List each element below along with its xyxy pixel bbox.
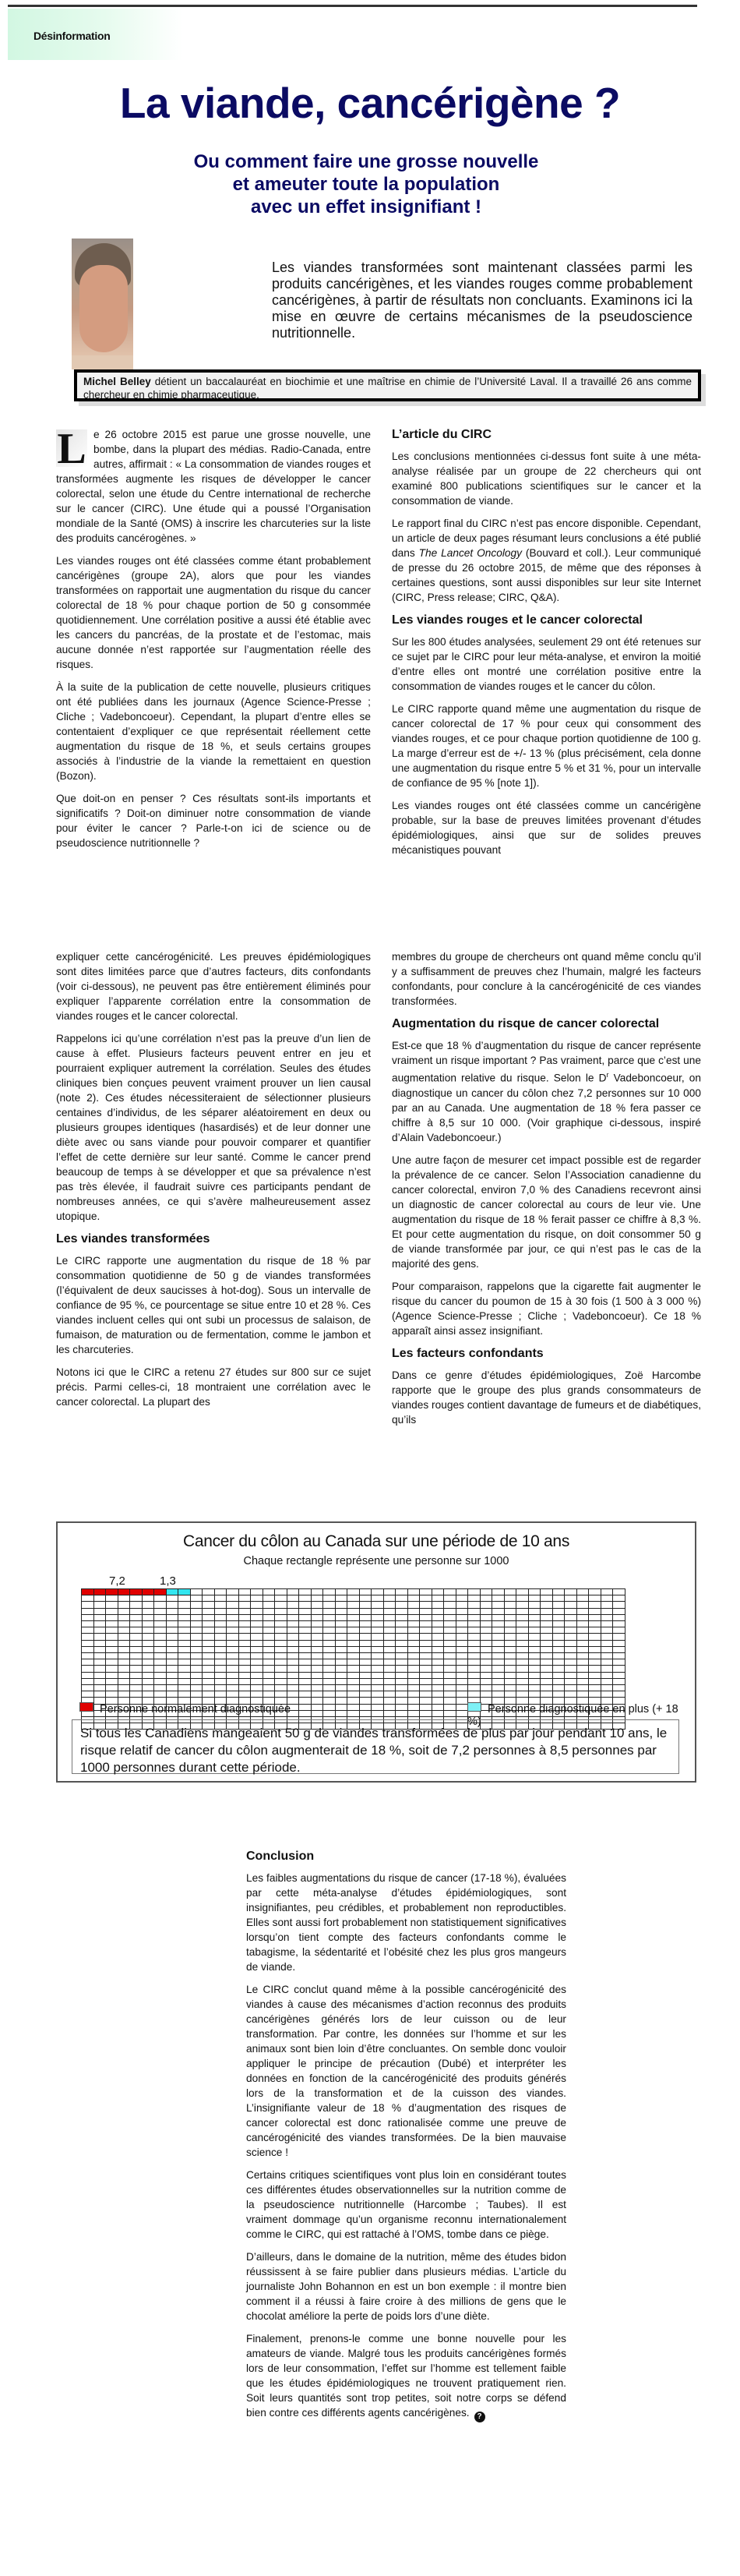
paragraph: Notons ici que le CIRC a retenu 27 études sur 800 sur ce sujet précis. Parmi celles-ci, 18 montraient une corrélation avec le cancer colorectal. La plupart des [56,1366,371,1408]
legend-swatch-red [79,1702,93,1712]
paragraph: Certains critiques scientifiques vont plus loin en considérant toutes ces différentes études observationnelles sur la nutrition comme de la pseudoscience nutritionnelle (Harcombe ; Taubes). Il est vraiment dommage qu’un organisme reconnu internationalement comme le CIRC, qui est rattaché à l’OMS, tombe dans ce piège. [246,2169,566,2240]
data-label-extra: 1,3 [160,1574,176,1588]
paragraph: Rappelons ici qu’une corrélation n’est pas la preuve d’un lien de cause à effet. Plusieurs facteurs peuvent entrer en jeu et pourraient expliquer autrement la corrélation. Seules des études cliniques bien conçues peuvent vraiment prouver un lien causal (note 2). Ces études nécessiteraient de sélectionner plusieurs centaines d’individus, de les séparer aléatoirement en deux ou plusieurs groupes identiques (hasardisés) et de leur donner une diète avec ou sans viande pour pouvoir comparer et quantifier l’effet de cette dernière sur leur santé. Comme le cancer prend beaucoup de temps à se développer et que sa prévalence n’est pas très élevée, il faudrait suivre ces participants pendant de nombreuses années, ce qui s’avère malheureusement assez utopique. [56,1033,371,1222]
intro-column [56,427,371,858]
intro-paragraph: À la suite de la publication de cette nouvelle, plusieurs critiques ont été publiées dans les journaux (Agence Science-Presse ; Cliche ; Vadeboncoeur). Cependant, la plupart d’entre elles se contentaient d’expliquer ce que représentait réellement cette augmentation du risque de 18 %, et seuls certains groupes associés à l’industrie de la viande la remettaient en question (Bozon). [56,681,371,782]
paragraph: D’ailleurs, dans le domaine de la nutrition, même des études bidon réussissent à se faire publier dans plusieurs médias. L’article du journaliste John Bohannon en est un bon exemple : il montre bien comment il a réussi à faire croire à des millions de gens que le chocolat améliore la perte de poids lors d’une diète. [246,2251,566,2322]
paragraph: Sur les 800 études analysées, seulement 29 ont été retenues sur ce sujet par le CIRC pour leur méta-analyse, et environ la moitié d’entre elles ont montré une corrélation positive entre la consommation de viandes rouges et le cancer du côlon. [392,636,701,692]
paragraph: expliquer cette cancérogénicité. Les preuves épidémiologiques sont dites limitées parce que d’autres facteurs, dits confondants (voir ci-dessous), ne peuvent pas être entièrement éliminés pour expliquer l’apparente corrélation entre la consommation de viandes rouges et le cancer colorectal. [56,951,371,1022]
paragraph: Les viandes rouges ont été classées comme un cancérigène probable, sur la base de preuves limitées provenant d’études épidémiologiques, ainsi que sur de solides preuves mécanistiques pouvant [392,800,701,856]
legend-item-normal [79,1702,291,1716]
processed-meat-column [56,949,371,1417]
conclusion-column [246,1849,566,2430]
photo-shirt-shape [72,355,133,369]
section-heading: Conclusion [246,1850,315,1863]
author-photo [72,239,133,369]
text: Vadeboncoeur, on diagnostique un cancer du côlon chez 7,2 personnes sur 10 000 par an au Canada. Une augmentation de 18 % fera passer ce chiffre à 8,5 sur 10 000. (Voir graphique ci-dessous, inspiré d’Alain Vadeboncoeur.) [392,1072,701,1143]
data-label-normal: 7,2 [109,1574,125,1588]
author-bio: détient un baccalauréat en biochimie et une maîtrise en chimie de l’Université Laval. Il a travaillé 26 ans comme chercheur en chimie pharmaceutique. [83,376,692,401]
chart-title: Cancer du côlon au Canada sur une période de 10 ans [182,1532,570,1550]
photo-face-shape [79,265,128,352]
subtitle-line: et ameuter toute la population [232,174,500,195]
section-heading: L’article du CIRC [392,428,492,441]
paragraph: Le CIRC rapporte quand même une augmentation du risque de cancer colorectal de 17 % pour ceux qui consomment des viandes rouges, et ce pour chaque portion quotidienne de 100 g. La marge d’erreur est de +/- 13 % (plus précisément, cela donne une augmentation du risque entre 5 % et 31 %, pour un intervalle de confiance de 95 % [note 1]). [392,703,701,789]
colon-cancer-chart [56,1521,696,1783]
superscript: r [606,1071,609,1079]
paragraph: Dans ce genre d’études épidémiologiques, Zoë Harcombe rapporte que le groupe des plus grands consommateurs de viandes rouges contient davantage de fumeurs et de diabétiques, qu’ils [392,1369,701,1426]
section-heading: Augmentation du risque de cancer colorectal [392,1017,660,1030]
end-of-article-icon: ? [474,2412,485,2422]
chart-note: Si tous les Canadiens mangeaient 50 g de viandes transformées de plus par jour pendant 10 ans, le risque relatif de cancer du côlon augmenterait de 18 %, soit de 7,2 personnes à 8,5 personnes par 1000 personnes durant cette période. [72,1719,679,1774]
paragraph: Les conclusions mentionnées ci-dessus font suite à une méta-analyse réalisée par un groupe de 22 chercheurs qui ont examiné 800 publications scientifiques sur le cancer et la consommation de viande. [392,451,701,507]
section-heading: Les facteurs confondants [392,1346,544,1360]
text: Finalement, prenons-le comme une bonne nouvelle pour les amateurs de viande. Malgré tous les produits cancérigènes formés lors de leur consommation, l’effet sur l’homme est tellement faible que les études épidémiologiques ne trouvent pratiquement rien. Soit leurs quantités sont trop petites, soit notre corps se défend bien contre ces différents agents cancérigènes. [246,2333,566,2419]
subtitle-line: avec un effet insignifiant ! [250,196,482,217]
paragraph [392,516,701,605]
section-tag-label: Désinformation [33,30,111,42]
text: Le rapport final du CIRC n’est pas encore disponible. Cependant, un article de deux pages résumant leurs conclusions a été publié dans [392,518,701,559]
author-bio-box [74,369,701,401]
text: (Bouvard et coll.). Leur communiqué de presse du 26 octobre 2015, de même que des réponses à certaines questions, sont aussi disponibles sur leur site Internet (CIRC, Press release; CIRC, Q&A). [392,547,701,603]
intro-text: e 26 octobre 2015 est parue une grosse nouvelle, une bombe, dans la plupart des médias. Radio-Canada, entre autres, affirmait : « La consommation de viandes rouges et transformées augmente les risques de développer le cancer colorectal, selon une étude du Centre international de recherche sur le cancer (CIRC). Une étude qui a poussé l’Organisation mondiale de la Santé (OMS) à inscrire les charcuteries sur la liste des produits cancérogènes. » [56,429,371,544]
text: Est-ce que 18 % d’augmentation du risque de cancer représente vraiment un risque important ? Pas vraiment, parce que c’est une augmentation relative du risque. Selon le D [392,1040,701,1084]
author-name: Michel Belley [83,376,151,387]
subtitle [117,150,615,218]
paragraph: Le CIRC rapporte une augmentation du risque de 18 % par consommation quotidienne de 50 g de viandes transformées (l’équivalent de deux saucisses à hot-dog). Sous un intervalle de confiance de 95 %, ce pourcentage se situe entre 10 et 28 %. Ces viandes incluent celles qui ont subi un processus de salaison, de fumaison, de maturation ou de fermentation, comme le jambon et les charcuteries. [56,1255,371,1355]
intro-paragraph: Les viandes rouges ont été classées comme étant probablement cancérigènes (groupe 2A), alors que pour les viandes transformées on rapportait une augmentation du risque du cancer colorectal de 18 % pour chaque portion de 50 g consommée quotidiennement. Une corrélation positive a aussi été établie avec les cancers du pancréas, de la prostate et de l’estomac, mais aucune donnée n’est rapportée sur l’augmentation réelle des risques. [56,555,371,670]
intro-paragraph [56,427,371,546]
paragraph: Le CIRC conclut quand même à la possible cancérogénicité des viandes à cause des mécanismes d’action reconnus des produits cancérigènes générés lors de leur cuisson ou de leur transformation. Par contre, les données sur l’homme et sur les animaux sont bien loin d’être concluantes. On semble donc vouloir appliquer le principe de précaution (Dubé) et interpréter les données en fonction de la cancérogénicité des produits générés lors de la transformation et de la cuisson des viandes. L’insignifiante valeur de 18 % d’augmentation des risques de cancer colorectal est donc rationalisée comme une preuve de cancérogénicité des viandes transformées. De la bien mauvaise science ! [246,1984,566,2158]
journal-name: The Lancet Oncology [418,547,522,559]
section-heading: Les viandes rouges et le cancer colorectal [392,613,643,627]
section-heading: Les viandes transformées [56,1232,210,1246]
legend-label: Personne diagnostiquée en plus (+ 18 %) [467,1703,678,1728]
paragraph [246,2331,566,2422]
circ-column [392,427,701,865]
legend-swatch-cyan [467,1702,481,1712]
top-rule [8,5,697,7]
subtitle-line: Ou comment faire une grosse nouvelle [193,151,539,172]
paragraph: Une autre façon de mesurer cet impact possible est de regarder la prévalence de ce cancer. Selon l’Association canadienne du cancer colorectal, environ 7,0 % des Canadiens recevront ainsi un diagnostic de cancer colorectal au cours de leur vie. Une augmentation du risque de 18 % ferait passer ce chiffre à 8,3 %. Et pour cette augmentation du risque, on doit consommer 50 g de viande transformée par jour, ce qui n’est pas le cas de la majorité des gens. [392,1154,701,1270]
legend-label: Personne normalement diagnostiquée [100,1703,291,1716]
paragraph: Pour comparaison, rappelons que la cigarette fait augmenter le risque du cancer du poumon de 15 à 30 fois (1 500 à 3 000 %) (Agence Science-Presse ; Cliche ; Vadeboncoeur). Ce 18 % apparaît ainsi assez insignifiant. [392,1280,701,1337]
intro-paragraph: Que doit-on en penser ? Ces résultats sont-ils importants et significatifs ? Doit-on diminuer notre consommation de viande pour éviter le cancer ? Parle-t-on ici de science ou de pseudoscience nutritionnelle ? [56,793,371,849]
chart-subtitle: Chaque rectangle représente une personne sur 1000 [243,1555,509,1567]
section-tag [8,9,183,60]
drop-cap: L [57,425,86,473]
risk-column [392,949,701,1435]
paragraph [392,1038,701,1145]
paragraph: membres du groupe de chercheurs ont quand même conclu qu’il y a suffisamment de preuves chez l’humain, malgré les facteurs confondants, pour conclure à la cancérogénicité de ces viandes transformées. [392,951,701,1007]
paragraph: Les faibles augmentations du risque de cancer (17-18 %), évaluées par cette méta-analyse d’études épidémiologiques, sont insignifiantes, peu crédibles, et probablement non reproductibles. Elles sont aussi fort probablement non statistiquement significatives lorsqu’on tient compte des facteurs confondants comme le tabagisme, la sédentarité et l’obésité chez les plus gros mangeurs de viande. [246,1872,566,1973]
page-title: La viande, cancérigène ? [119,79,621,127]
lede-text: Les viandes transformées sont maintenant classées parmi les produits cancérigènes, et les viandes rouges comme probablement cancérigènes, à partir de résultats non concluants. Examinons ici la mise en œuvre de certains mécanismes de la pseudoscience nutritionnelle. [272,260,692,341]
